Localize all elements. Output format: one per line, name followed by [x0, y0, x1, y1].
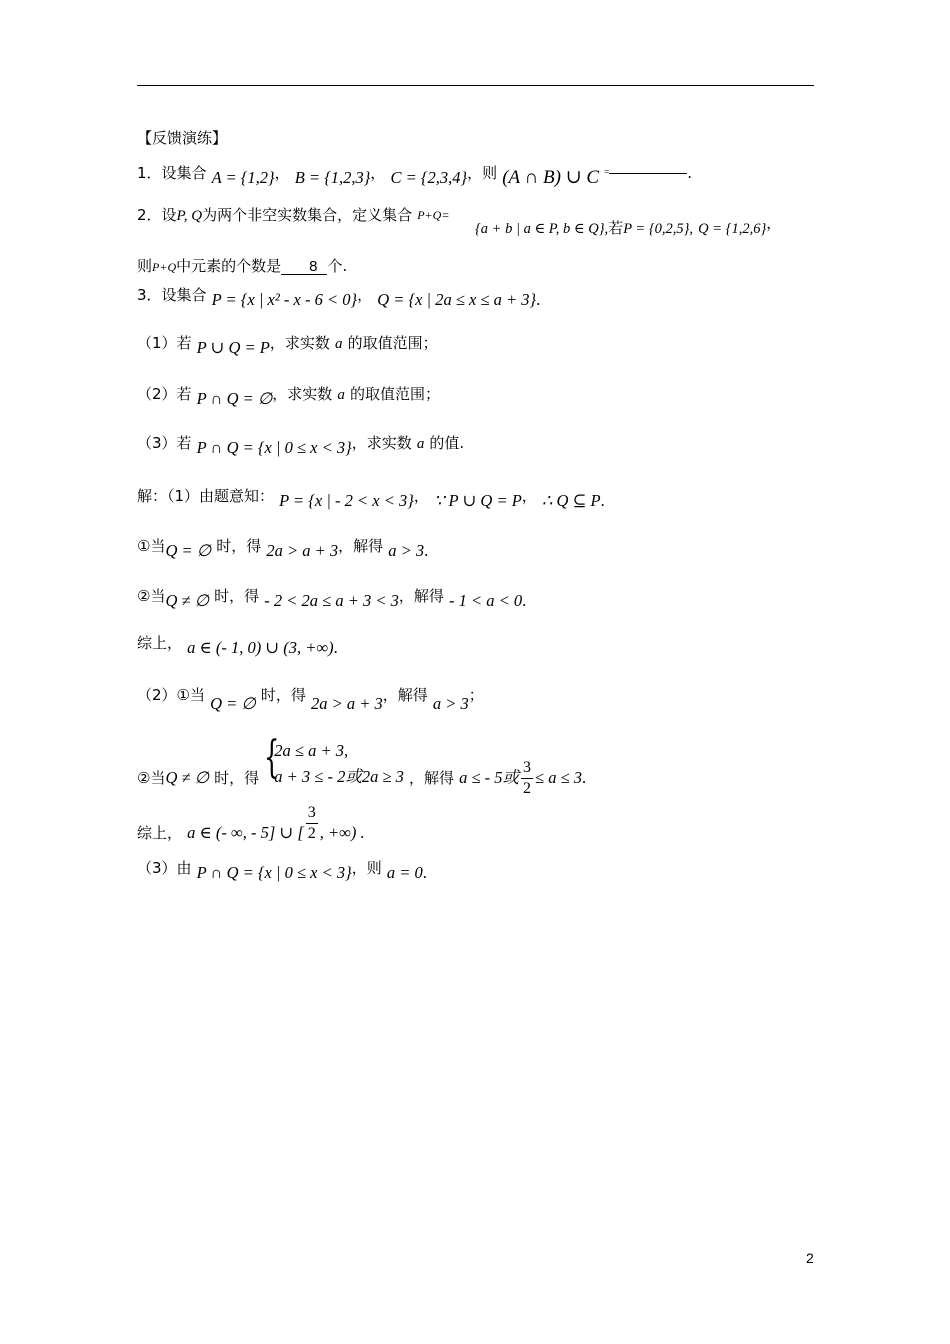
- q1-answer-blank: [609, 173, 687, 174]
- q3-p3-text: ，求实数: [351, 434, 412, 452]
- q2-line2-prefix: 则: [137, 257, 153, 275]
- sum2-label: 综上，: [137, 824, 183, 842]
- s2-result: a > 3: [432, 694, 469, 713]
- q1-end: .: [687, 164, 693, 182]
- q1-equals: =: [604, 167, 610, 177]
- q1-set-a: A = {1,2}: [211, 168, 275, 187]
- s2-cond: Q = ∅: [210, 694, 256, 713]
- s3-then: ，则: [351, 859, 382, 877]
- sum2-frac-num: 3: [306, 805, 318, 824]
- q3-part-3: [137, 434, 465, 457]
- s1-hence: ∴ Q ⊆ P: [541, 491, 601, 510]
- q3-p3-expr: P ∩ Q = {x | 0 ≤ x < 3}: [196, 438, 352, 457]
- s3-result: a = 0: [386, 863, 423, 882]
- q3-p2-end: 的取值范围；: [349, 385, 440, 403]
- solution-2-case-2: ②当Q ≠ ∅ 时，得 { 2a ≤ a + 3, a + 3 ≤ - 2或2a ≥ 3 ，解得 a ≤ - 5或 $\frac{3}{2}$ ≤ a ≤ 3.: [137, 732, 587, 797]
- s2b-solve: ，解得: [408, 768, 454, 787]
- q1-then: ，则: [467, 164, 498, 182]
- c1-text: 时，得: [216, 537, 262, 555]
- q2-line2-end: 个.: [327, 257, 348, 275]
- solution-1-case-1: ①当Q = ∅ 时，得 2a > a + 3，解得 a > 3.: [137, 537, 429, 560]
- question-2-line-1: [137, 206, 450, 229]
- page-number: 2: [806, 1250, 814, 1266]
- s2-solve: ，解得: [382, 686, 428, 704]
- c1-ineq: 2a > a + 3: [266, 541, 339, 560]
- s2b-label: ②当: [137, 768, 166, 787]
- q3-prefix: 3．设集合: [137, 286, 207, 304]
- s2b-frac-num: 3: [521, 760, 533, 779]
- c1-solve: ，解得: [338, 537, 384, 555]
- sum2-fraction: [306, 805, 318, 842]
- q2-set-q: Q = {1,2,6}: [698, 221, 767, 237]
- c2-text: 时，得: [214, 587, 260, 605]
- question-3: 3．设集合 P = {x | x² - x - 6 < 0}， Q = {x | 2a ≤ x ≤ a + 3}.: [137, 286, 541, 309]
- sum2-result-1: a ∈ (- ∞, - 5] ∪ [: [187, 823, 304, 842]
- q1-expression: (A ∩ B) ∪ C: [502, 167, 600, 188]
- c2-ineq: - 2 < 2a ≤ a + 3 < 3: [264, 591, 399, 610]
- q3-set-p: P = {x | x² - x - 6 < 0}: [211, 290, 358, 309]
- q3-p1-label: （1）若: [137, 334, 192, 352]
- c2-result: - 1 < a < 0: [448, 591, 523, 610]
- q3-p2-expr: P ∩ Q = ∅: [196, 389, 273, 408]
- q2-if: 若: [608, 219, 624, 237]
- c1-cond: Q = ∅: [165, 541, 212, 560]
- q3-part-1: [137, 334, 438, 357]
- s2-text: 时，得: [260, 686, 306, 704]
- header-rule: [137, 85, 814, 86]
- question-2-set-def: {a + b | a ∈ P, b ∈ Q},若P = {0,2,5}, Q = {1,2,6}，: [475, 214, 782, 237]
- sum2-result-2: , +∞) .: [319, 823, 365, 842]
- s1-set-p: P = {x | - 2 < x < 3}: [279, 491, 414, 510]
- s2b-system: [264, 732, 404, 790]
- system-brace: {: [264, 732, 280, 783]
- question-1: 1．设集合 A = {1,2}， B = {1,2,3}， C = {2,3,4}，则 (A ∩ B) ∪ C = .: [137, 164, 693, 188]
- solution-2-case-1: （2）①当 Q = ∅ 时，得 2a > a + 3，解得 a > 3；: [137, 686, 484, 713]
- c1-label: ①当: [137, 537, 166, 555]
- s2b-result-1: a ≤ - 5或: [459, 767, 520, 787]
- q3-p3-var: a: [416, 436, 425, 452]
- sum1-label: 综上，: [137, 634, 183, 652]
- c2-solve: ，解得: [398, 587, 444, 605]
- q3-p1-text: ，求实数: [269, 334, 330, 352]
- section-title: 【反馈演练】: [137, 129, 228, 147]
- q2-set-p: P = {0,2,5},: [623, 221, 694, 237]
- sum2-frac-den: 2: [307, 825, 316, 842]
- solution-3: （3）由 P ∩ Q = {x | 0 ≤ x < 3}，则 a = 0.: [137, 859, 427, 882]
- q3-p2-text: ，求实数: [272, 385, 333, 403]
- q2-vars: P, Q: [176, 208, 203, 224]
- s2-ineq: 2a > a + 3: [310, 694, 383, 713]
- s2b-fraction: [521, 760, 533, 797]
- q3-p3-end: 的值.: [429, 434, 465, 452]
- solution-1-case-2: ②当Q ≠ ∅ 时，得 - 2 < 2a ≤ a + 3 < 3，解得 - 1 < a < 0.: [137, 587, 527, 610]
- q2-mid: 为两个非空实数集合，定义集合: [202, 206, 413, 224]
- q3-part-2: [137, 385, 440, 408]
- c1-result: a > 3: [388, 541, 425, 560]
- s1-label: 解：（1）由题意知：: [137, 487, 275, 505]
- c2-label: ②当: [137, 587, 166, 605]
- s2b-system-line-2: a + 3 ≤ - 2或2a ≥ 3: [274, 767, 404, 786]
- s3-label: （3）由: [137, 859, 192, 877]
- question-2-line-2: [137, 258, 347, 275]
- s2b-result-2: ≤ a ≤ 3: [535, 767, 583, 787]
- s3-expr: P ∩ Q = {x | 0 ≤ x < 3}: [196, 863, 352, 882]
- q3-p2-label: （2）若: [137, 385, 192, 403]
- q1-prefix: 1．设集合: [137, 164, 207, 182]
- s2b-cond: Q ≠ ∅: [165, 767, 210, 787]
- q3-p3-label: （3）若: [137, 434, 192, 452]
- summary-2: [137, 805, 365, 842]
- s2b-system-line-1: 2a ≤ a + 3,: [274, 741, 349, 760]
- c2-cond: Q ≠ ∅: [165, 591, 210, 610]
- q1-set-c: C = {2,3,4}: [390, 168, 468, 187]
- s1-since: ∵ P ∪ Q = P: [433, 491, 522, 510]
- q3-set-q: Q = {x | 2a ≤ x ≤ a + 3}: [377, 290, 537, 309]
- s2b-text: 时，得: [214, 768, 260, 787]
- q3-p1-var: a: [335, 336, 343, 352]
- q3-p1-expr: P ∪ Q = P: [196, 338, 270, 357]
- solution-1: 解：（1）由题意知： P = {x | - 2 < x < 3}， ∵ P ∪ Q = P， ∴ Q ⊆ P.: [137, 487, 605, 510]
- q2-answer: 8: [281, 259, 327, 275]
- sum1-result: a ∈ (- 1, 0) ∪ (3, +∞): [187, 638, 334, 657]
- q2-prefix: 2．设: [137, 206, 177, 224]
- q2-set-definition: {a + b | a ∈ P, b ∈ Q},: [475, 221, 609, 237]
- s2-label: （2）①当: [137, 686, 205, 704]
- q2-operator: P+Q=: [417, 208, 450, 222]
- q3-p2-var: a: [337, 387, 345, 403]
- q2-line2-mid: 中元素的个数是: [176, 257, 282, 275]
- q1-set-b: B = {1,2,3}: [294, 168, 371, 187]
- q2-line2-operator: P+Q: [152, 260, 177, 274]
- summary-1: 综上， a ∈ (- 1, 0) ∪ (3, +∞).: [137, 634, 338, 657]
- q3-p1-end: 的取值范围；: [347, 334, 438, 352]
- s2b-frac-den: 2: [523, 779, 532, 797]
